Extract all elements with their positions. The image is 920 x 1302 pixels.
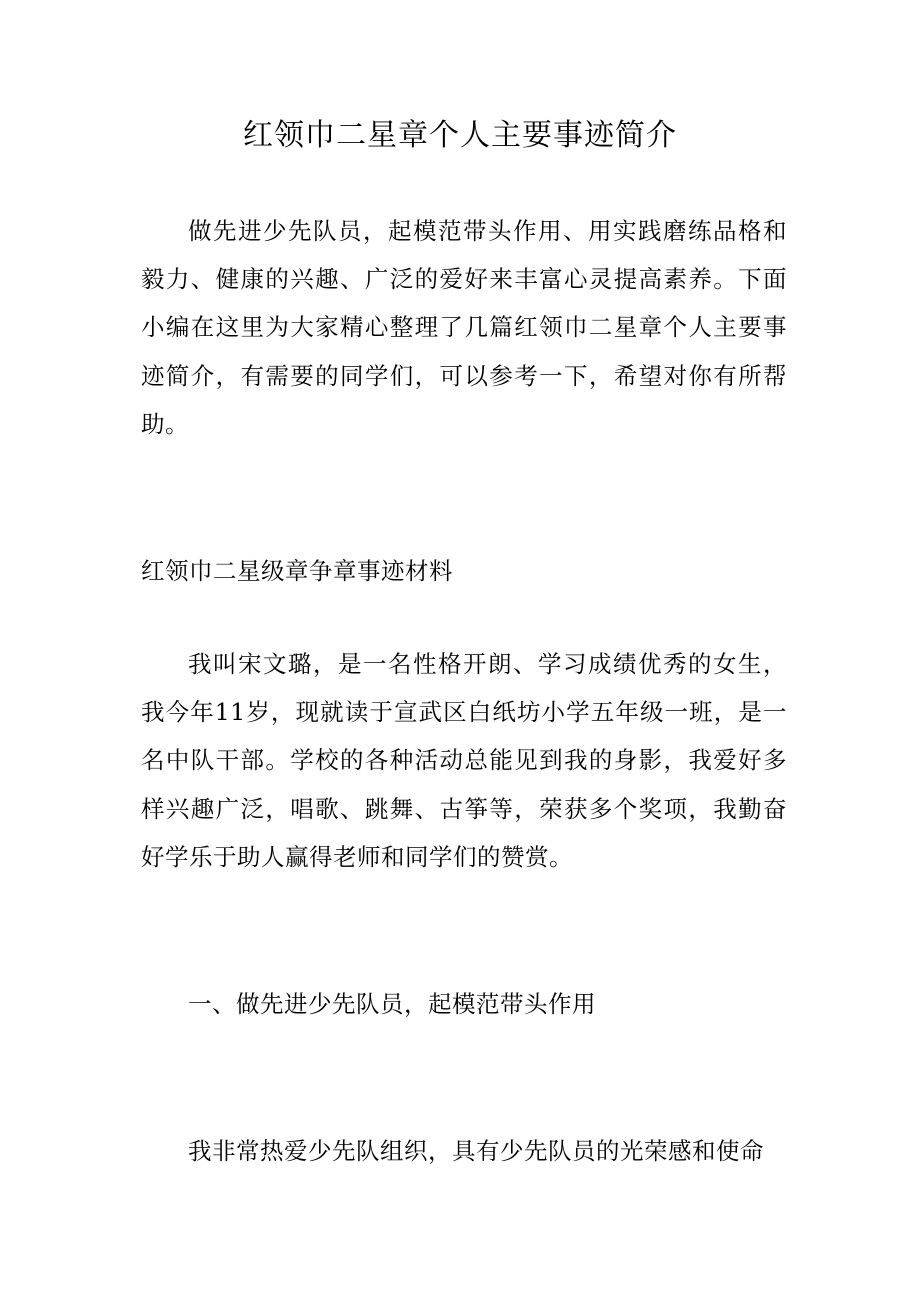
section-paragraph: 我非常热爱少先队组织，具有少先队员的光荣感和使命 (188, 1137, 764, 1165)
body-paragraph: 我叫宋文璐，是一名性格开朗、学习成绩优秀的女生，我今年11岁，现就读于宣武区白纸坊小学五年级一班，是一名中队干部。学校的各种活动总能见到我的身影，我爱好多样兴趣广泛，唱歌、跳舞、古筝等，荣获多个奖项，我勤奋好学乐于助人赢得老师和同学们的赞赏。 (141, 650, 787, 871)
document-title: 红领巾二星章个人主要事迹简介 (243, 118, 677, 153)
subheading: 红领巾二星级章争章事迹材料 (141, 557, 453, 585)
section-heading: 一、做先进少先队员，起模范带头作用 (188, 990, 596, 1018)
intro-paragraph: 做先进少先队员，起模范带头作用、用实践磨练品格和毅力、健康的兴趣、广泛的爱好来丰富心灵提高素养。下面小编在这里为大家精心整理了几篇红领巾二星章个人主要事迹简介，有需要的同学们，可以参考一下，希望对你有所帮助。 (141, 217, 787, 438)
